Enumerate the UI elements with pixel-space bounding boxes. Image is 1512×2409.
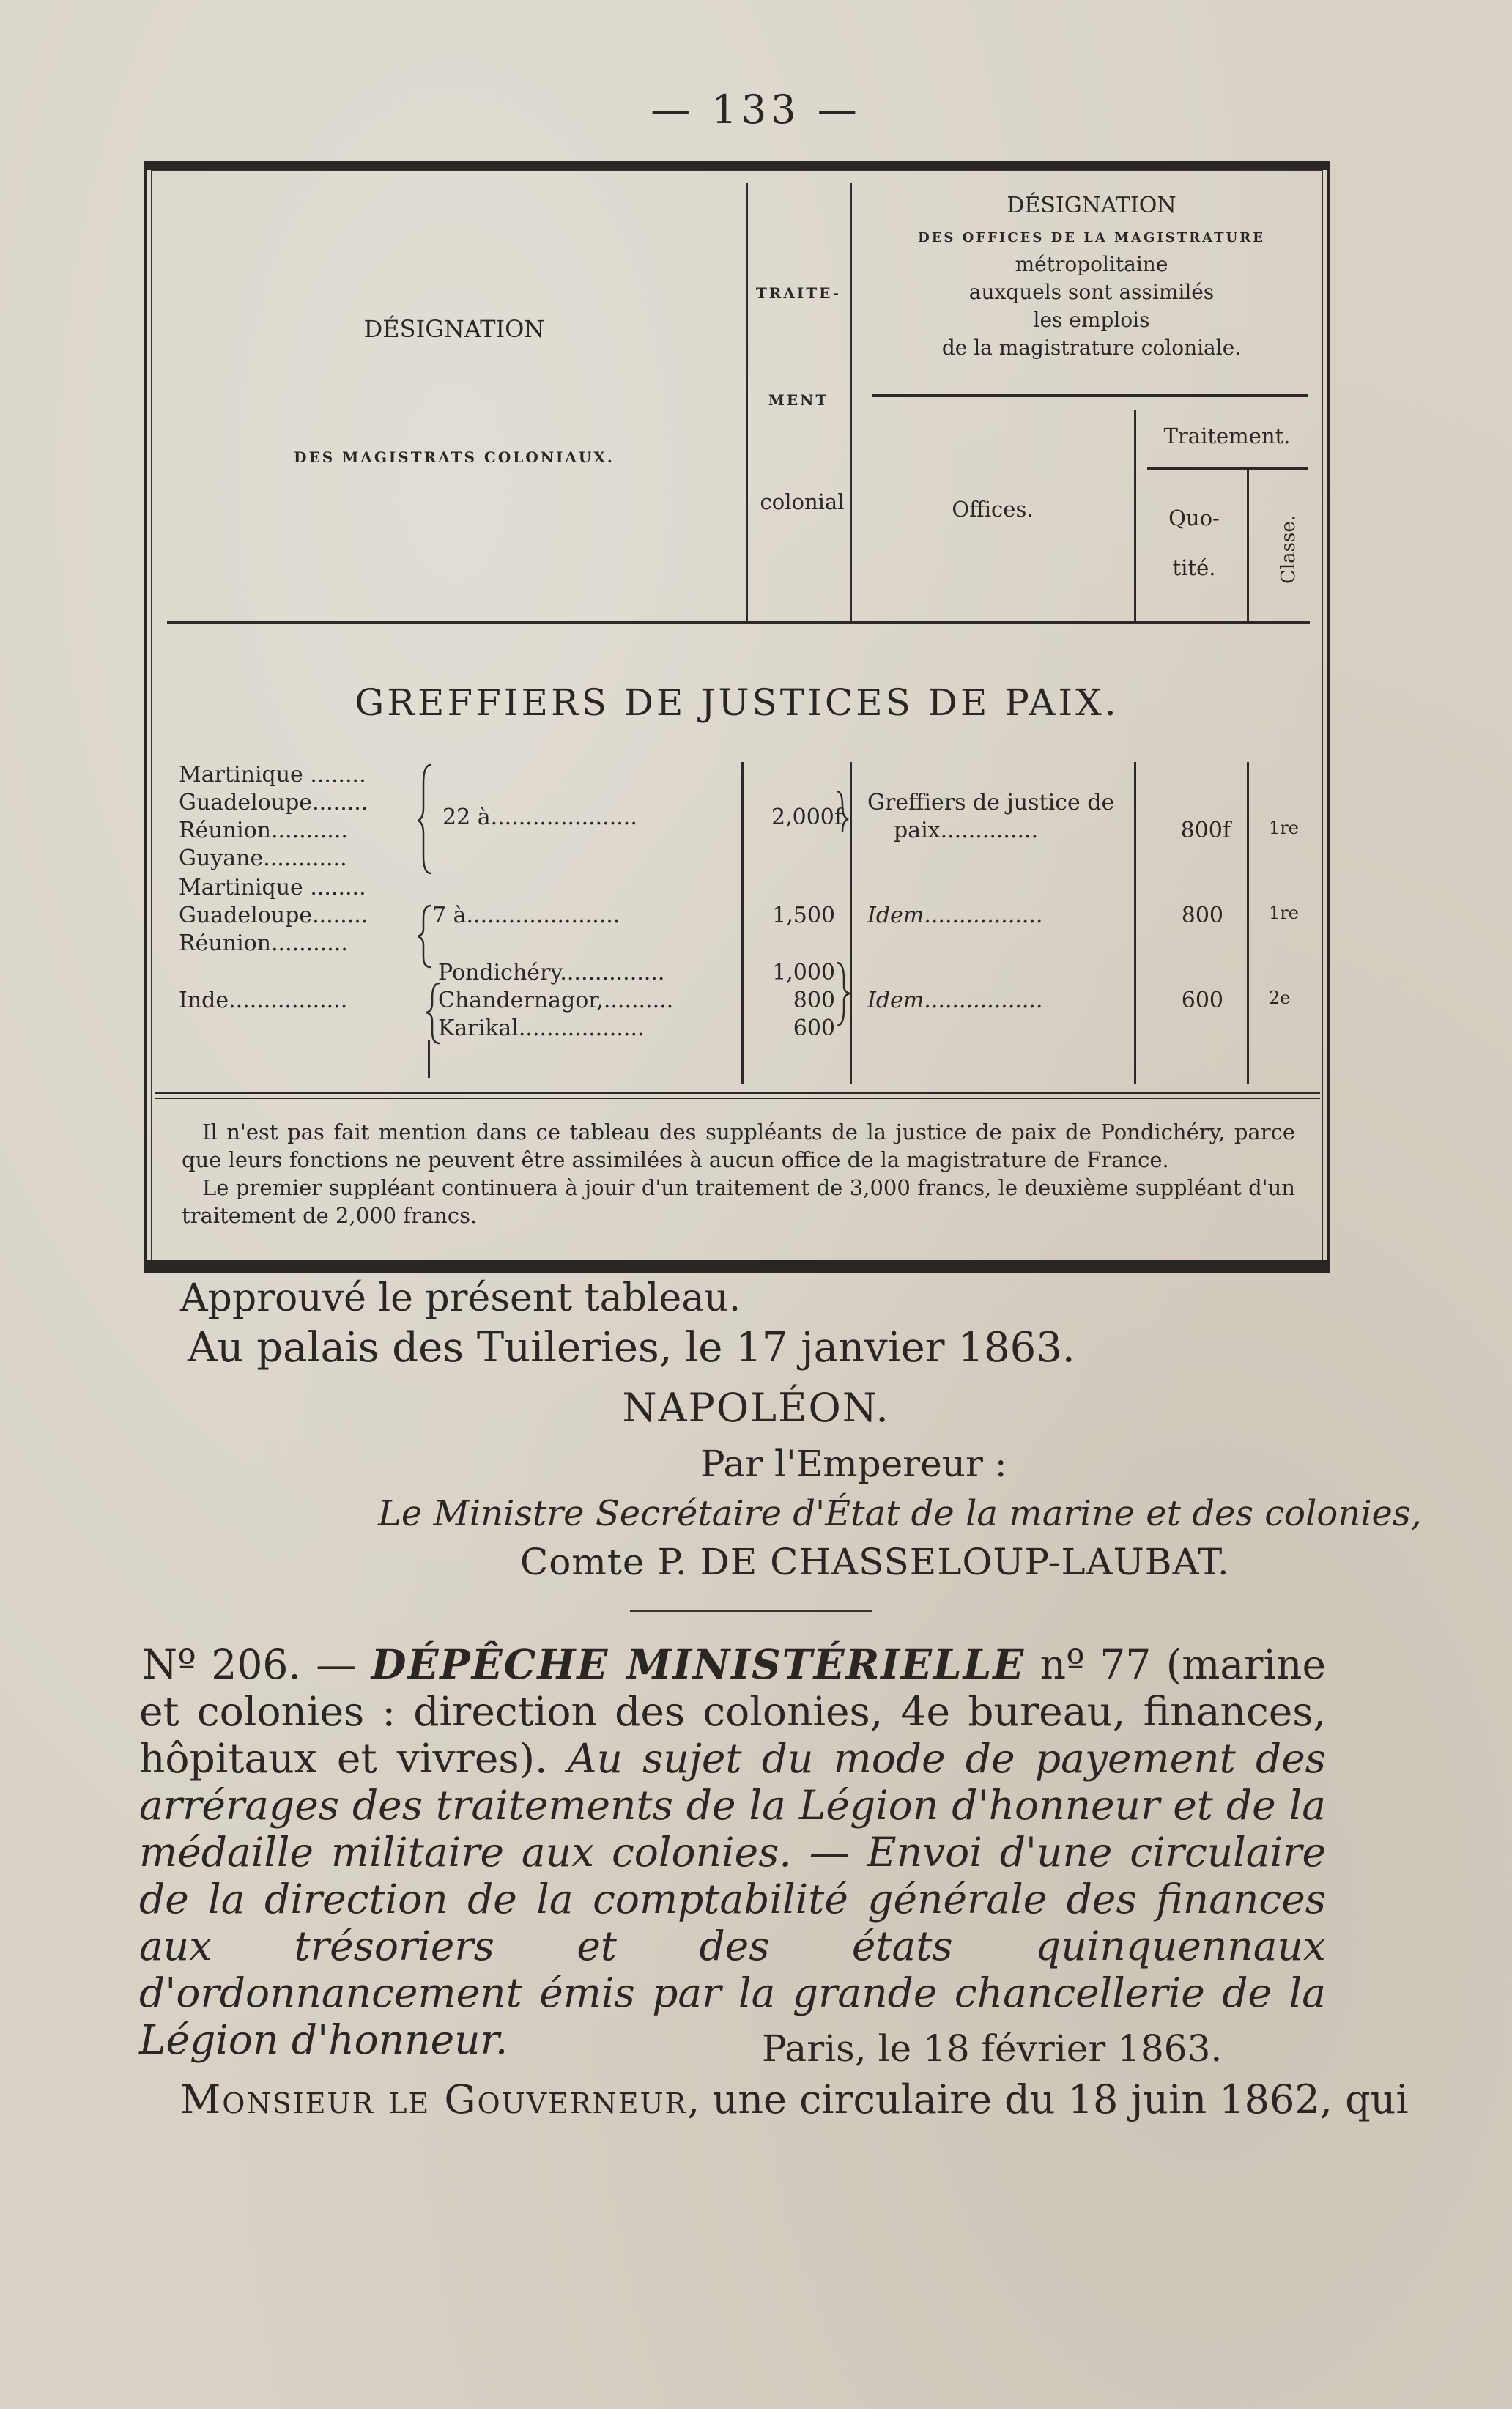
colonial-salary: 2,000f [771, 804, 842, 830]
office-name: Greffiers de justice de [867, 790, 1115, 815]
decree-reference: nº 77 (marine et colonies : direction des colonies, 4e bureau, finances, hôpitaux et vivres). [139, 1641, 1327, 1782]
office-name: paix.............. [894, 818, 1039, 843]
col-separator [1134, 410, 1136, 623]
decree-date: Paris, le 18 février 1863. [762, 2027, 1223, 2070]
header-traitement-1: TRAITE- [755, 284, 842, 302]
header-offices-sub3: auxquels sont assimilés [968, 280, 1215, 304]
note-rule [155, 1092, 1320, 1094]
par-empereur: Par l'Empereur : [700, 1443, 1007, 1485]
header-traitement: Traitement. [1163, 423, 1291, 448]
header-quotite-2: tité. [1172, 555, 1216, 580]
header-traitement-3: colonial [760, 489, 845, 514]
signature: NAPOLÉON. [622, 1385, 890, 1431]
place-name: Pondichéry............... [438, 960, 665, 985]
place-name: Chandernagor,.......... [438, 988, 674, 1013]
colonial-salary: 800 [793, 988, 835, 1013]
header-designation-offices: DÉSIGNATION [1007, 193, 1176, 218]
colony-name: Martinique ........ [179, 875, 366, 900]
col-separator [741, 762, 744, 1084]
brace-offices [835, 777, 857, 1055]
quotite-value: 800f [1180, 818, 1231, 843]
colony-name: Inde................. [179, 988, 348, 1013]
opening-line [180, 2076, 1409, 2123]
header-offices-sub2: métropolitaine [1015, 252, 1168, 276]
decree-paragraph [139, 1641, 1326, 2063]
col-separator [746, 183, 748, 623]
office-name: Idem................. [867, 903, 1043, 928]
approval-place-date: Au palais des Tuileries, le 17 janvier 1863. [188, 1324, 1075, 1372]
amount-range: 22 à..................... [442, 804, 637, 830]
note-paragraph: Le premier suppléant continuera à jouir d'un traitement de 3,000 francs, le deuxième suppléant d'un traitement de 2,000 francs. [182, 1175, 1295, 1228]
brace-group [418, 762, 447, 1055]
quotite-value: 800 [1181, 903, 1223, 928]
minister-name: Comte P. DE CHASSELOUP-LAUBAT. [520, 1541, 1230, 1583]
colony-name: Guadeloupe........ [179, 790, 368, 815]
header-classe: Classe. [1278, 514, 1300, 585]
approval-line: Approuvé le présent tableau. [180, 1276, 741, 1320]
quotite-value: 600 [1181, 988, 1223, 1013]
minister-title: Le Ministre Secrétaire d'État de la marine et des colonies, [378, 1493, 1422, 1534]
section-title: GREFFIERS DE JUSTICES DE PAIX. [355, 681, 1119, 724]
colony-name: Réunion........... [179, 818, 348, 843]
col-separator [1247, 469, 1249, 623]
decree-subject: Au sujet du mode de payement des arrérages des traitements de la Légion d'honneur et de la médaille militaire aux colonies. — Envoi d'une circulaire de la direction de la comptabilité générale des finances aux trésoriers et des états quinquennaux d'ordonnancement émis par la grande chancellerie de la Légion d'honneur. [139, 1735, 1326, 2063]
header-quotite-1: Quo- [1168, 506, 1220, 530]
colonial-salary: 600 [793, 1015, 835, 1041]
table-top-rule [144, 161, 1330, 170]
colony-name: Guadeloupe........ [179, 903, 368, 928]
separator-rule [630, 1610, 872, 1612]
classe-value: 2e [1269, 988, 1291, 1008]
col-separator [1247, 762, 1249, 1084]
colony-name: Réunion........... [179, 930, 348, 956]
colonial-salary: 1,000 [772, 960, 835, 985]
opening-text: , une circulaire du 18 juin 1862, qui [687, 2076, 1409, 2123]
header-bottom-rule [167, 621, 1310, 624]
note-paragraph: Il n'est pas fait mention dans ce tableau des suppléants de la justice de paix de Pondichéry, parce que leurs fonctions ne peuvent être assimilées à aucun office de la magistrature de France. [182, 1120, 1295, 1172]
header-designation-sub: DES MAGISTRATS COLONIAUX. [294, 448, 615, 466]
header-offices-sub1: DES OFFICES DE LA MAGISTRATURE [918, 230, 1265, 245]
col-separator [850, 183, 852, 623]
decree-number: Nº 206. — [142, 1641, 357, 1688]
note-rule [155, 1098, 1320, 1099]
amount-range: 7 à...................... [432, 903, 620, 928]
colony-name: Guyane............ [179, 845, 347, 871]
header-offices-sub4: les emplois [1033, 308, 1150, 332]
page-number: — 133 — [651, 86, 861, 133]
colony-name: Martinique ........ [179, 762, 366, 788]
header-designation: DÉSIGNATION [363, 315, 545, 343]
col-separator [1134, 762, 1136, 1084]
header-traitement-2: MENT [768, 391, 829, 409]
classe-value: 1re [1269, 818, 1299, 838]
classe-value: 1re [1269, 903, 1299, 923]
header-offices: Offices. [952, 497, 1034, 522]
table-bottom-rule [144, 1260, 1330, 1273]
header-offices-sub5: de la magistrature coloniale. [941, 336, 1242, 360]
decree-title: DÉPÊCHE MINISTÉRIELLE [371, 1640, 1026, 1688]
table-note [182, 1118, 1295, 1229]
place-name: Karikal.................. [438, 1015, 645, 1041]
header-rule [872, 394, 1308, 397]
header-rule [1147, 467, 1308, 470]
colonial-salary: 1,500 [772, 903, 835, 928]
office-name: Idem................. [867, 988, 1043, 1013]
opening-salutation: Monsieur le Gouverneur [180, 2076, 688, 2123]
